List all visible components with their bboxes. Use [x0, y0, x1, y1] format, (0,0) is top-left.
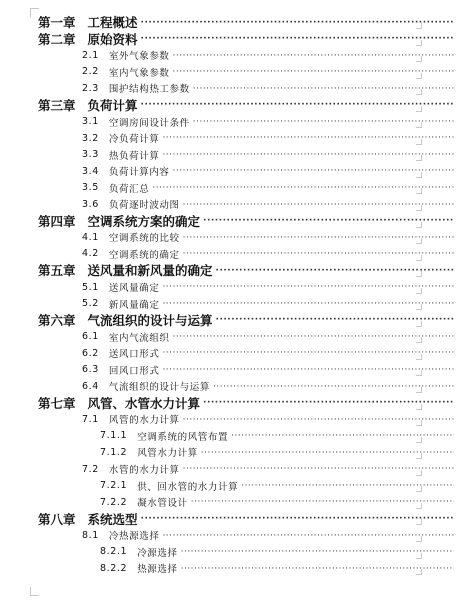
toc-entry-title: 水管的水力计算	[108, 465, 180, 477]
toc-section-row[interactable]	[0, 411, 460, 428]
toc-entry-title: 热负荷计算	[108, 150, 160, 162]
paragraph-mark-icon	[416, 486, 422, 492]
paragraph-mark-icon	[416, 222, 422, 228]
toc-dot-leader	[183, 415, 454, 428]
toc-entry-title: 送风量和新风量的确定	[87, 263, 213, 279]
toc-section-row[interactable]	[0, 246, 460, 263]
paragraph-mark-icon	[416, 155, 422, 161]
toc-entry-number: 8.2.2	[100, 562, 128, 574]
paragraph-mark-icon	[416, 172, 422, 178]
toc-entry-number: 5.2	[82, 298, 99, 310]
toc-section-row[interactable]	[0, 163, 460, 180]
paragraph-mark-icon	[416, 271, 422, 277]
paragraph-mark-icon	[416, 354, 422, 360]
toc-dot-leader	[193, 84, 454, 97]
paragraph-mark-icon	[416, 536, 422, 542]
toc-entry-title: 供、回水管的水力计算	[137, 481, 239, 493]
toc-dot-leader	[162, 365, 454, 378]
toc-dot-leader	[181, 547, 454, 560]
toc-entry-number: 3.4	[82, 165, 99, 177]
paragraph-mark-icon	[416, 288, 422, 294]
toc-section-row[interactable]	[0, 179, 460, 196]
toc-dot-leader	[141, 18, 454, 31]
toc-entry-number: 第八章	[38, 511, 76, 527]
paragraph-mark-icon	[416, 404, 422, 410]
toc-dot-leader	[173, 332, 454, 345]
toc-entry-number: 7.1.2	[100, 446, 128, 458]
toc-entry-number: 第二章	[38, 31, 76, 47]
toc-section-row[interactable]	[0, 80, 460, 97]
toc-entry-title: 送风口形式	[108, 349, 160, 361]
toc-entry-title: 热源选择	[137, 564, 178, 576]
toc-entry-title: 空调系统的风管布置	[137, 431, 229, 443]
toc-entry-number: 8.2.1	[100, 546, 128, 558]
paragraph-mark-icon	[416, 337, 422, 343]
toc-entry-number: 3.5	[82, 182, 99, 194]
toc-entry-title: 室外气象参数	[108, 51, 170, 63]
toc-entry-title: 工程概述	[87, 15, 138, 31]
paragraph-mark-icon	[416, 437, 422, 443]
toc-entry-number: 2.2	[82, 66, 99, 78]
toc-dot-leader	[173, 166, 454, 179]
toc-section-row[interactable]	[0, 378, 460, 395]
toc-entry-title: 系统选型	[87, 511, 138, 527]
toc-entry-number: 3.3	[82, 149, 99, 161]
toc-entry-title: 新风量确定	[108, 299, 160, 311]
toc-entry-number: 7.2.2	[100, 496, 128, 508]
toc-entry-title: 冷源选择	[137, 547, 178, 559]
toc-entry-title: 风管的水力计算	[108, 415, 180, 427]
toc-section-row[interactable]	[0, 64, 460, 81]
toc-dot-leader	[162, 348, 454, 361]
paragraph-mark-icon	[416, 453, 422, 459]
toc-dot-leader	[152, 183, 454, 196]
toc-entry-title: 负荷计算内容	[108, 167, 170, 179]
paragraph-mark-icon	[416, 122, 422, 128]
toc-dot-leader	[191, 497, 454, 510]
toc-entry-title: 气流组织的设计与运算	[87, 313, 213, 329]
toc-entry-number: 第五章	[38, 263, 76, 279]
toc-entry-number: 4.1	[82, 231, 99, 243]
toc-dot-leader	[141, 34, 454, 47]
paragraph-mark-icon	[416, 420, 422, 426]
toc-dot-leader	[141, 100, 454, 113]
paragraph-mark-icon	[416, 387, 422, 393]
toc-section-row[interactable]	[0, 47, 460, 64]
toc-dot-leader	[183, 200, 454, 213]
toc-chapter-row[interactable]	[0, 14, 460, 31]
paragraph-mark-icon	[416, 40, 422, 46]
toc-dot-leader	[241, 481, 454, 494]
paragraph-mark-icon	[416, 321, 422, 327]
toc-chapter-row[interactable]	[0, 395, 460, 412]
paragraph-mark-icon	[416, 205, 422, 211]
toc-entry-number: 7.2.1	[100, 480, 128, 492]
toc-entry-title: 回风口形式	[108, 365, 160, 377]
toc-entry-number: 2.3	[82, 82, 99, 94]
toc-entry-title: 冷热源选择	[108, 531, 160, 543]
paragraph-mark-icon	[416, 238, 422, 244]
toc-entry-number: 6.3	[82, 364, 99, 376]
paragraph-mark-icon	[416, 106, 422, 112]
paragraph-mark-icon	[416, 23, 422, 29]
toc-entry-number: 7.1.1	[100, 430, 128, 442]
toc-entry-title: 冷负荷计算	[108, 134, 160, 146]
margin-mark-bottom-left	[30, 587, 39, 596]
toc-entry-number: 4.2	[82, 248, 99, 260]
toc-section-row[interactable]	[0, 527, 460, 544]
toc-entry-number: 第七章	[38, 395, 76, 411]
toc-chapter-row[interactable]	[0, 31, 460, 48]
toc-chapter-row[interactable]	[0, 97, 460, 114]
toc-entry-title: 负荷逐时波动图	[108, 200, 180, 212]
toc-dot-leader	[162, 282, 454, 295]
toc-chapter-row[interactable]	[0, 510, 460, 527]
toc-dot-leader	[183, 464, 454, 477]
paragraph-mark-icon	[416, 73, 422, 79]
toc-section-row[interactable]	[0, 229, 460, 246]
toc-entry-number: 7.2	[82, 463, 99, 475]
paragraph-mark-icon	[416, 370, 422, 376]
toc-dot-leader	[162, 150, 454, 163]
toc-section-row[interactable]	[0, 146, 460, 163]
toc-section-row[interactable]	[0, 279, 460, 296]
toc-section-row[interactable]	[0, 130, 460, 147]
toc-chapter-row[interactable]	[0, 213, 460, 230]
toc-entry-title: 风管水力计算	[137, 448, 198, 460]
toc-entry-number: 2.1	[82, 49, 99, 61]
toc-entry-title: 气流组织的设计与运算	[108, 382, 210, 394]
toc-entry-number: 第三章	[38, 98, 76, 114]
toc-section-row[interactable]	[0, 444, 460, 461]
toc-entry-title: 空调系统的比较	[108, 233, 180, 245]
toc-section-row[interactable]	[0, 295, 460, 312]
toc-section-row[interactable]	[0, 461, 460, 478]
paragraph-mark-icon	[416, 470, 422, 476]
toc-dot-leader	[173, 67, 454, 80]
table-of-contents	[0, 14, 460, 577]
paragraph-mark-icon	[416, 304, 422, 310]
toc-entry-title: 负荷计算	[87, 98, 138, 114]
toc-entry-number: 6.4	[82, 380, 99, 392]
toc-entry-title: 室内气流组织	[108, 332, 170, 344]
toc-section-row[interactable]	[0, 196, 460, 213]
toc-entry-title: 负荷汇总	[108, 183, 150, 195]
toc-section-row[interactable]	[0, 345, 460, 362]
toc-entry-number: 6.2	[82, 347, 99, 359]
toc-entry-number: 6.1	[82, 331, 99, 343]
toc-entry-number: 3.1	[82, 116, 99, 128]
toc-section-row[interactable]	[0, 477, 460, 494]
toc-dot-leader	[181, 564, 454, 577]
paragraph-mark-icon	[416, 519, 422, 525]
toc-section-row[interactable]	[0, 544, 460, 561]
toc-dot-leader	[162, 299, 454, 312]
toc-entry-title: 空调系统方案的确定	[87, 213, 201, 229]
toc-dot-leader	[162, 531, 454, 544]
toc-section-row[interactable]	[0, 494, 460, 511]
toc-entry-number: 5.1	[82, 281, 99, 293]
toc-entry-number: 第四章	[38, 213, 76, 229]
toc-dot-leader	[183, 233, 454, 246]
toc-dot-leader	[162, 133, 454, 146]
toc-dot-leader	[183, 249, 454, 262]
paragraph-mark-icon	[416, 569, 422, 575]
toc-entry-title: 送风量确定	[108, 283, 160, 295]
toc-dot-leader	[193, 117, 454, 130]
toc-entry-number: 8.1	[82, 529, 99, 541]
toc-entry-title: 空调房间设计条件	[108, 117, 190, 129]
toc-section-row[interactable]	[0, 560, 460, 577]
toc-entry-title: 围护结构热工参数	[108, 84, 190, 96]
paragraph-mark-icon	[416, 503, 422, 509]
toc-dot-leader	[173, 51, 454, 64]
toc-entry-title: 凝水管设计	[137, 498, 188, 510]
toc-entry-number: 第一章	[38, 15, 76, 31]
toc-entry-title: 室内气象参数	[108, 67, 170, 79]
toc-section-row[interactable]	[0, 113, 460, 130]
paragraph-mark-icon	[416, 188, 422, 194]
toc-chapter-row[interactable]	[0, 312, 460, 329]
toc-entry-title: 风管、水管水力计算	[87, 395, 201, 411]
paragraph-mark-icon	[416, 139, 422, 145]
paragraph-mark-icon	[416, 89, 422, 95]
toc-entry-number: 7.1	[82, 413, 99, 425]
paragraph-mark-icon	[416, 255, 422, 261]
toc-section-row[interactable]	[0, 328, 460, 345]
toc-entry-title: 空调系统的确定	[108, 249, 180, 261]
toc-entry-number: 3.6	[82, 198, 99, 210]
toc-entry-title: 原始资料	[87, 31, 138, 47]
toc-section-row[interactable]	[0, 428, 460, 445]
paragraph-mark-icon	[416, 56, 422, 62]
paragraph-mark-icon	[416, 553, 422, 559]
toc-entry-number: 第六章	[38, 313, 76, 329]
toc-dot-leader	[141, 514, 454, 527]
toc-chapter-row[interactable]	[0, 262, 460, 279]
toc-section-row[interactable]	[0, 361, 460, 378]
toc-entry-number: 3.2	[82, 132, 99, 144]
